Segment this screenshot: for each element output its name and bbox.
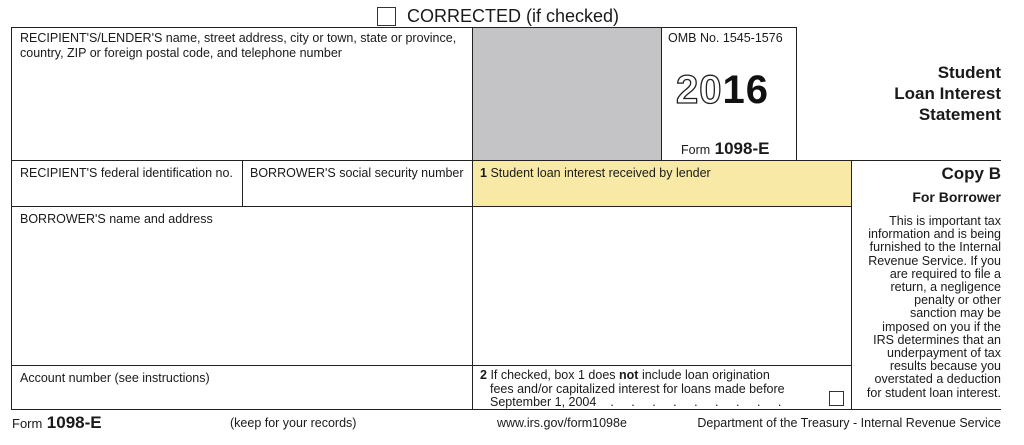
borrower-ssn-field[interactable] <box>244 182 471 205</box>
notice-line: penalty or other <box>914 293 1001 308</box>
footer-department: Department of the Treasury - Internal Revenue Service <box>697 416 1001 430</box>
notice-line: underpayment of tax <box>887 346 1001 361</box>
corrected-checkbox[interactable] <box>377 7 396 26</box>
footer-keep-note: (keep for your records) <box>230 416 357 430</box>
notice-line: Revenue Service. If you <box>868 253 1001 268</box>
box2-leader-dots: . . . . . . . . . <box>610 395 789 409</box>
omb-number: OMB No. 1545-1576 <box>668 31 783 45</box>
form-word: Form <box>681 143 711 157</box>
account-number-label: Account number (see instructions) <box>20 371 210 385</box>
box2-text <box>480 369 810 410</box>
blank-area-right <box>474 208 850 364</box>
column-divider-title <box>796 27 797 161</box>
box2-line-2: fees and/or capitalized interest for loans made before <box>490 381 785 396</box>
copy-label: Copy B <box>941 164 1001 183</box>
form-left-border <box>11 27 12 410</box>
notice-line: overstated a deduction <box>874 372 1001 387</box>
recipient-lender-field[interactable] <box>13 62 470 158</box>
box2-line-3-text: September 1, 2004 <box>490 395 597 409</box>
footer-form-id <box>12 412 102 435</box>
column-divider-fein <box>242 160 243 207</box>
box2-number: 2 <box>480 368 487 382</box>
footer-form-number: 1098-E <box>46 413 102 432</box>
notice-line: results because you <box>889 359 1001 374</box>
box2-checkbox[interactable] <box>829 391 844 406</box>
notice-line: for student loan interest. <box>866 385 1001 400</box>
box1-number: 1 <box>480 166 487 180</box>
title-line-1: Student <box>937 63 1001 82</box>
box2-line-1 <box>480 369 810 383</box>
box1-label <box>480 166 711 181</box>
row-divider-2 <box>11 206 851 207</box>
column-divider-copy <box>851 160 852 410</box>
title-line-3: Statement <box>918 105 1001 124</box>
notice-line: are required to file a <box>889 266 1001 281</box>
notice-line: furnished to the Internal <box>869 240 1001 255</box>
title-line-2: Loan Interest <box>894 84 1001 103</box>
gray-reserved-area <box>473 28 661 161</box>
column-divider-omb <box>661 27 662 161</box>
box2-text-b: include loan origination <box>641 368 770 382</box>
corrected-label: CORRECTED (if checked) <box>407 6 620 26</box>
footer-url[interactable]: www.irs.gov/form1098e <box>497 416 627 430</box>
notice-line: sanction may be <box>909 306 1001 321</box>
tax-year <box>676 68 769 112</box>
box1-text: Student loan interest received by lender <box>490 166 711 180</box>
form-number: 1098-E <box>714 139 770 158</box>
row-divider-3 <box>11 365 851 366</box>
copy-notice <box>854 215 1001 400</box>
tax-year-bold: 16 <box>722 68 769 112</box>
notice-line: information and is being <box>868 227 1001 242</box>
notice-line: return, a negligence <box>890 280 1001 295</box>
form-top-border <box>11 27 797 28</box>
notice-line: imposed on you if the <box>882 319 1001 334</box>
account-number-field[interactable] <box>13 387 470 408</box>
row-divider-1 <box>11 160 1001 161</box>
form-title <box>820 62 1001 125</box>
box2-text-not: not <box>619 368 639 382</box>
recipient-fein-field[interactable] <box>13 182 241 205</box>
form-id <box>681 139 769 160</box>
box2-text-a: If checked, box 1 does <box>490 368 616 382</box>
box1-amount-field[interactable] <box>474 182 850 205</box>
recipient-fein-label: RECIPIENT'S federal identification no. <box>20 166 233 180</box>
column-divider-main <box>472 27 473 410</box>
copy-for-label: For Borrower <box>912 189 1001 205</box>
notice-line: IRS determines that an <box>873 332 1001 347</box>
footer-form-word: Form <box>12 416 43 431</box>
box2-line-3 <box>480 396 810 410</box>
tax-year-outline: 20 <box>676 68 723 112</box>
borrower-ssn-label: BORROWER'S social security number <box>250 166 464 180</box>
recipient-lender-label: RECIPIENT'S/LENDER'S name, street address, city or town, state or province, country, ZIP or foreign postal code, and telephone number <box>20 31 457 60</box>
borrower-name-field[interactable] <box>13 228 470 363</box>
borrower-name-label: BORROWER'S name and address <box>20 212 213 226</box>
notice-line: This is important tax <box>889 214 1001 228</box>
